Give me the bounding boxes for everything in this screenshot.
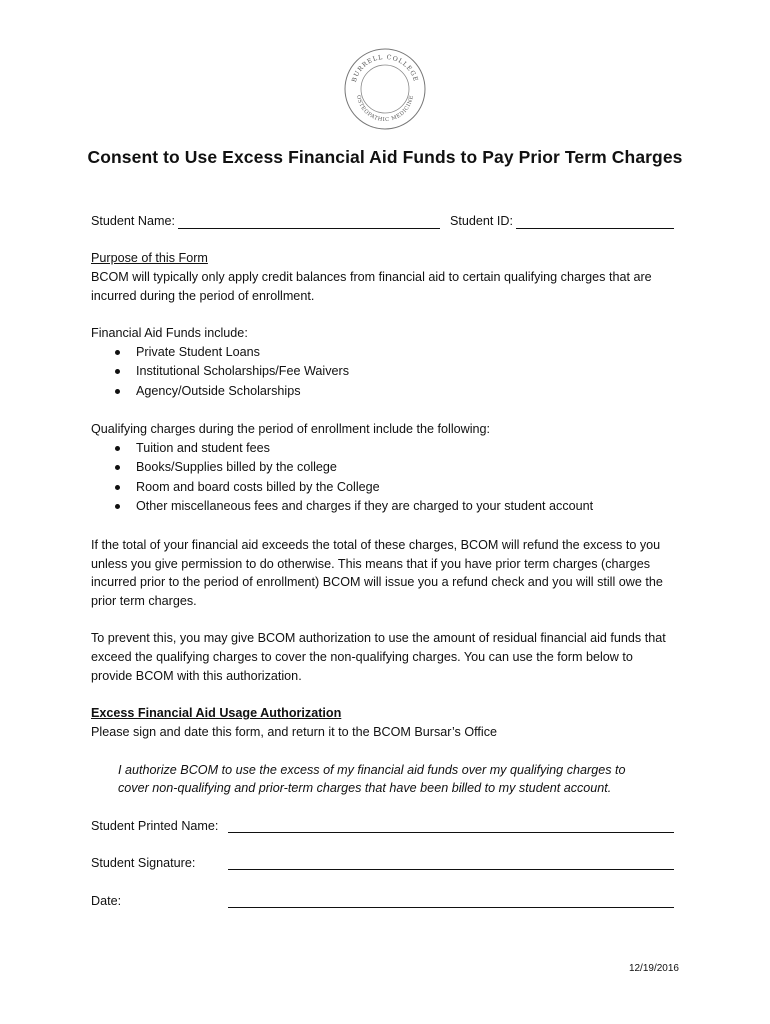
refund-paragraph-line: prior term charges. — [91, 594, 197, 608]
qualifying-item: Other miscellaneous fees and charges if they are charged to your student account — [136, 499, 594, 513]
date-label: Date: — [91, 894, 122, 908]
prevent-paragraph-line: exceed the qualifying charges to cover the non-qualifying charges. You can use the form below to — [91, 650, 633, 664]
college-seal-logo — [343, 47, 427, 131]
printed-name-label: Student Printed Name: — [91, 819, 219, 833]
refund-paragraph-line: If the total of your financial aid exceeds the total of these charges, BCOM will refund the excess to you — [91, 538, 661, 552]
signature-field[interactable] — [228, 869, 674, 870]
svg-text:OSTEOPATHIC MEDICINE — [355, 95, 415, 123]
bullet-icon — [115, 465, 120, 470]
student-id-label: Student ID: — [450, 214, 514, 228]
student-name-label: Student Name: — [91, 214, 176, 228]
footer-date: 12/19/2016 — [628, 963, 679, 974]
qualifying-item: Room and board costs billed by the College — [136, 480, 380, 494]
student-name-field[interactable] — [178, 228, 440, 229]
authorization-heading: Excess Financial Aid Usage Authorization — [91, 706, 342, 720]
purpose-heading: Purpose of this Form — [91, 251, 208, 265]
student-id-field[interactable] — [516, 228, 674, 229]
bullet-icon — [115, 369, 120, 374]
refund-paragraph-line: incurred prior to the period of enrollment) BCOM will issue you a refund check and you will still owe the — [91, 575, 663, 589]
page-title: Consent to Use Excess Financial Aid Funds to Pay Prior Term Charges — [87, 147, 683, 167]
prevent-paragraph-line: To prevent this, you may give BCOM authorization to use the amount of residual financial aid funds that — [91, 631, 666, 645]
authorization-statement: I authorize BCOM to use the excess of my financial aid funds over my qualifying charges to — [118, 763, 626, 777]
printed-name-field[interactable] — [228, 832, 674, 833]
purpose-line: BCOM will typically only apply credit balances from financial aid to certain qualifying charges that are — [91, 270, 652, 284]
bullet-icon — [115, 389, 120, 394]
qualifying-item: Tuition and student fees — [136, 441, 270, 455]
aid-fund-item: Institutional Scholarships/Fee Waivers — [136, 364, 350, 378]
purpose-line: incurred during the period of enrollment. — [91, 289, 315, 303]
authorization-statement: cover non-qualifying and prior-term charges that have been billed to my student account. — [118, 781, 612, 795]
qualifying-intro: Qualifying charges during the period of enrollment include the following: — [91, 422, 491, 436]
date-field[interactable] — [228, 907, 674, 908]
bullet-icon — [115, 485, 120, 490]
bullet-icon — [115, 350, 120, 355]
prevent-paragraph-line: provide BCOM with this authorization. — [91, 669, 302, 683]
refund-paragraph-line: unless you give permission to do otherwise. This means that if you have prior term charges (charges — [91, 557, 651, 571]
svg-text:BURRELL COLLEGE — [351, 54, 419, 83]
aid-fund-item: Agency/Outside Scholarships — [136, 384, 301, 398]
signature-label: Student Signature: — [91, 856, 196, 870]
bullet-icon — [115, 446, 120, 451]
qualifying-item: Books/Supplies billed by the college — [136, 460, 337, 474]
bullet-icon — [115, 504, 120, 509]
authorization-instruction: Please sign and date this form, and return it to the BCOM Bursar’s Office — [91, 725, 497, 739]
seal-bottom-text: OSTEOPATHIC MEDICINE — [355, 94, 415, 124]
aid-fund-item: Private Student Loans — [136, 345, 260, 359]
seal-top-text: BURRELL COLLEGE — [350, 53, 420, 84]
aid-funds-intro: Financial Aid Funds include: — [91, 326, 248, 340]
